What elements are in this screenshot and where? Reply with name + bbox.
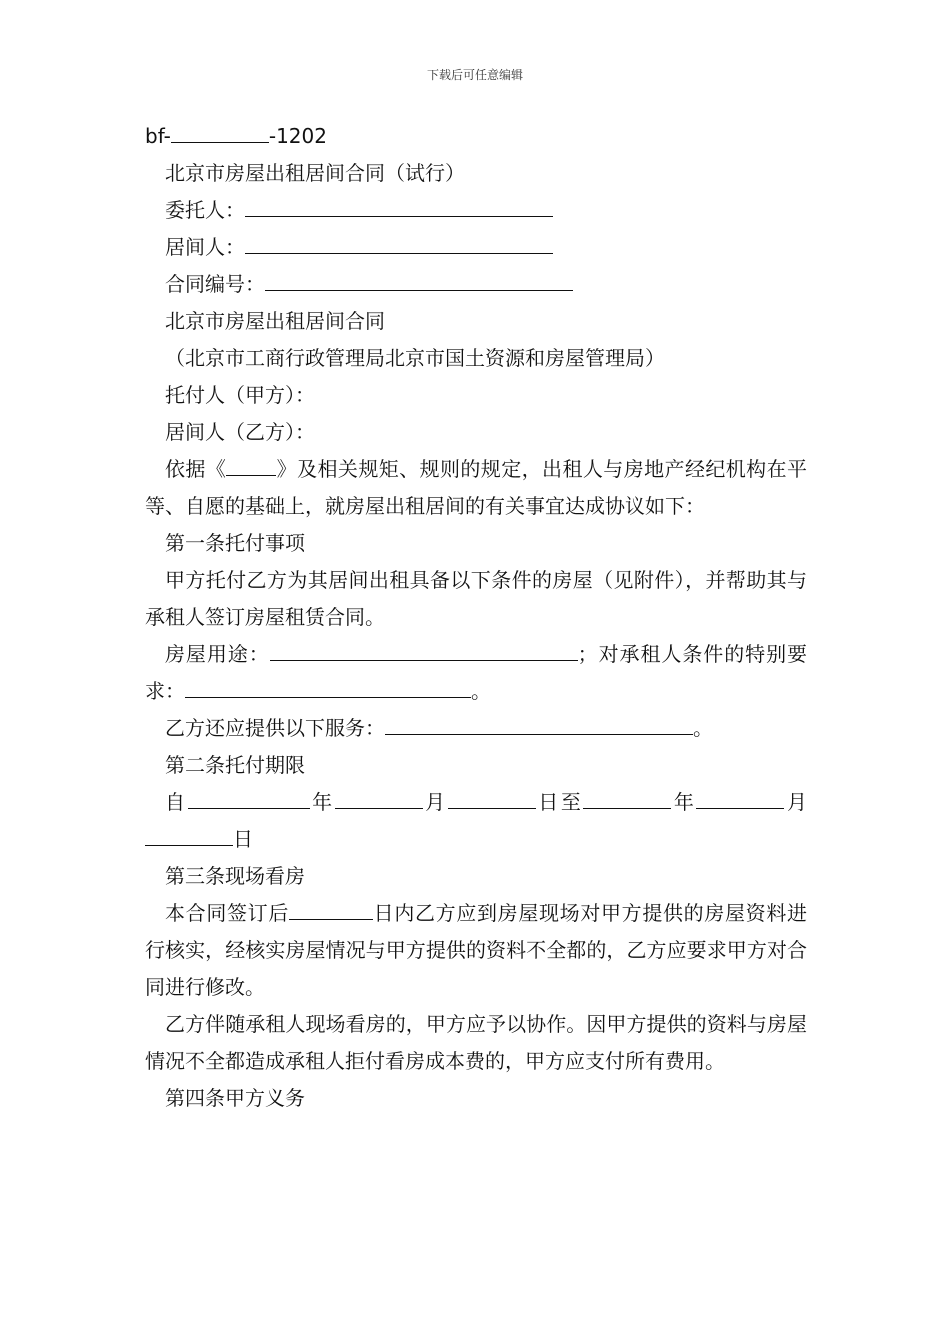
usage-mid: ；对承租人条件的特别要求： (145, 642, 808, 703)
article4-heading: 第四条甲方义务 (165, 1086, 305, 1110)
intermediary-label: 居间人： (165, 235, 245, 259)
article3-p1-start: 本合同签订后 (165, 901, 289, 925)
document-body (145, 118, 807, 1117)
article1-usage-paragraph (145, 636, 807, 710)
party-b-line: 居间人（乙方）： (165, 420, 315, 444)
entrustor-blank (245, 194, 553, 217)
start-month-blank (335, 786, 423, 809)
start-day-blank (448, 786, 536, 809)
entrustor-label: 委托人： (165, 198, 245, 222)
end-day-blank (145, 823, 233, 846)
issuer-line: （北京市工商行政管理局北京市国土资源和房屋管理局） (165, 346, 665, 370)
law-name-blank (226, 453, 276, 476)
period-month-1: 月 (422, 790, 448, 814)
article2-heading: 第二条托付期限 (165, 753, 305, 777)
period-from: 自 (165, 790, 188, 814)
contract-no-blank (265, 268, 573, 291)
title-trial: 北京市房屋出租居间合同（试行） (165, 161, 465, 185)
end-month-blank (696, 786, 784, 809)
services-end: 。 (693, 716, 713, 740)
period-year-2: 年 (671, 790, 697, 814)
article2-period-paragraph (145, 784, 807, 858)
period-day-to: 日至 (535, 790, 584, 814)
page-header-note: 下载后可任意编辑 (426, 68, 523, 82)
article3-paragraph-2: 乙方伴随承租人现场看房的，甲方应予以协作。因甲方提供的资料与房屋情况不全都造成承租人拒付看房成本费的，甲方应支付所有费用。 (145, 1012, 807, 1073)
article1-body: 甲方托付乙方为其居间出租具备以下条件的房屋（见附件），并帮助其与承租人签订房屋租赁合同。 (145, 568, 807, 629)
tenant-requirements-blank (185, 675, 471, 698)
services-label: 乙方还应提供以下服务： (165, 716, 385, 740)
entrustor-field (145, 192, 807, 229)
doc-code-line (145, 118, 807, 155)
contract-no-label: 合同编号： (165, 272, 265, 296)
inspection-days-blank (289, 897, 373, 920)
usage-end: 。 (471, 679, 491, 703)
article3-paragraph-1 (145, 895, 807, 1006)
intro-part2: 》及相关规矩、规则的规定，出租人与房地产经纪机构在平等、自愿的基础上，就房屋出租居间的有关事宜达成协议如下： (145, 457, 808, 518)
start-year-blank (188, 786, 310, 809)
usage-blank (270, 638, 578, 661)
usage-label: 房屋用途： (165, 642, 270, 666)
end-year-blank (583, 786, 671, 809)
doc-code-suffix: -1202 (268, 124, 327, 148)
services-blank (385, 712, 693, 735)
doc-code-prefix: bf- (145, 124, 171, 148)
intermediary-field (145, 229, 807, 266)
period-month-2: 月 (784, 790, 808, 814)
article3-p1-rest: 日内乙方应到房屋现场对甲方提供的房屋资料进行核实，经核实房屋情况与甲方提供的资料不全都的，乙方应要求甲方对合同进行修改。 (145, 901, 807, 999)
intro-part1: 依据《 (165, 457, 227, 481)
doc-code-blank (171, 120, 269, 143)
article1-heading: 第一条托付事项 (165, 531, 305, 555)
party-a-line: 托付人（甲方）： (165, 383, 315, 407)
article1-services-line (145, 710, 807, 747)
contract-no-field (145, 266, 807, 303)
document-title: 北京市房屋出租居间合同 (165, 309, 385, 333)
period-day: 日 (233, 827, 253, 851)
article3-heading: 第三条现场看房 (165, 864, 305, 888)
intermediary-blank (245, 231, 553, 254)
intro-paragraph (145, 451, 807, 525)
period-year-1: 年 (309, 790, 335, 814)
